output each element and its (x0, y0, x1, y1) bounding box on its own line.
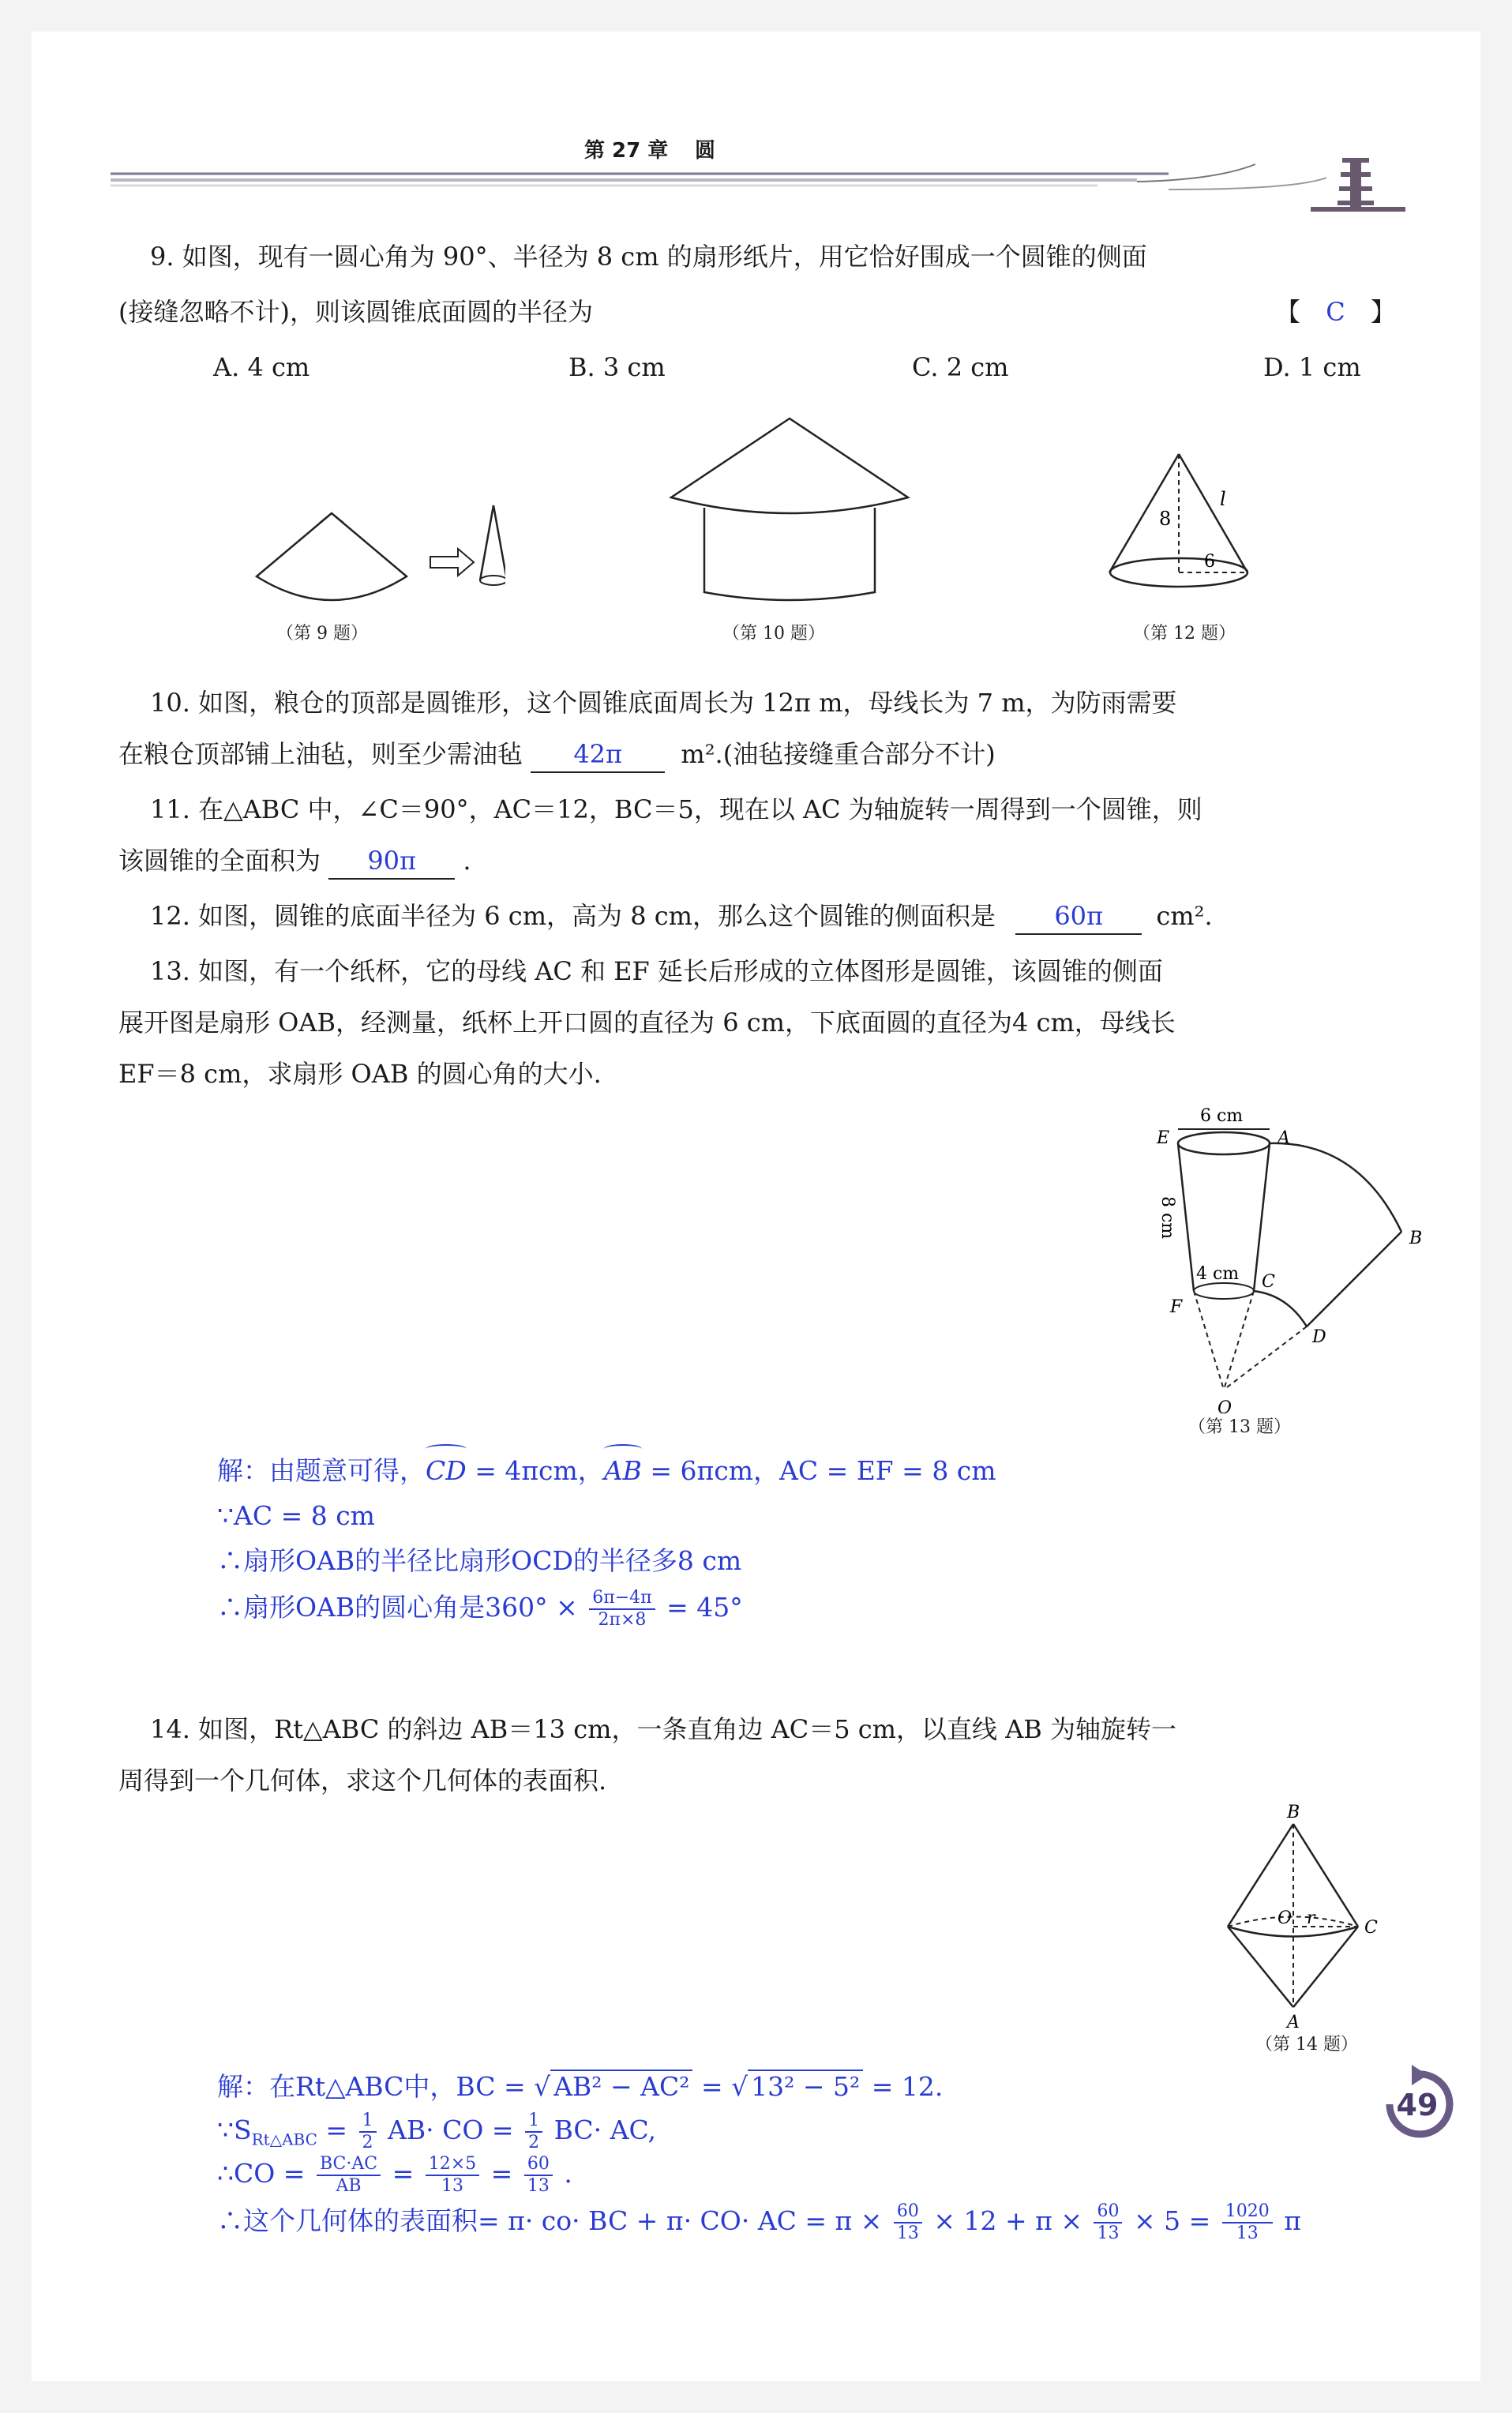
sol14-l4a: ∴这个几何体的表面积= π· co· BC + π· CO· AC = π × (217, 2205, 883, 2236)
header-decoration (111, 158, 1421, 213)
caption-fig13: （第 13 题） (1188, 1417, 1291, 1437)
q10-text: 在粮仓顶部铺上油毡，则至少需油毡 (118, 739, 523, 769)
caption-fig10: （第 10 题） (722, 624, 825, 644)
sol13-line4 (217, 1586, 743, 1631)
sqrt-1: AB² − AC² (550, 2070, 692, 2103)
small-cone (480, 505, 505, 580)
sol14-l2d: BC· AC, (553, 2115, 657, 2145)
q10-unit: m².(油毡接缝重合部分不计) (681, 739, 996, 769)
fig13-D-label: D (1312, 1327, 1326, 1347)
fig14-C-label: C (1364, 1918, 1378, 1938)
sol13-l1b: = 4πcm， (466, 1455, 604, 1486)
fig13-bottom-label: 4 cm (1196, 1264, 1240, 1284)
q10-line2 (118, 726, 996, 782)
figure-9 (221, 490, 505, 632)
sol14-frac2 (525, 2111, 542, 2153)
sol14-frac6 (894, 2201, 922, 2244)
figure-13 (1129, 1098, 1429, 1413)
fig13-A-label: A (1278, 1128, 1290, 1148)
sol14-frac3 (317, 2154, 381, 2197)
q13-line2: 展开图是扇形 OAB，经测量，纸杯上开口圆的直径为 6 cm，下底面圆的直径为4 cm，母线长 (118, 1008, 1176, 1038)
q12-line (150, 888, 1213, 944)
q11-end: . (463, 846, 471, 876)
sol14-l3b: = (392, 2158, 415, 2189)
page-number-badge (1374, 2061, 1461, 2148)
q9-option-c: C. 2 cm (912, 352, 1009, 382)
sol14-frac1 (359, 2111, 377, 2153)
frac-den: AB (336, 2176, 362, 2196)
q9-option-a: A. 4 cm (213, 352, 310, 382)
fig12-h-label: 8 (1159, 508, 1172, 530)
sol14-l4d: π (1284, 2205, 1301, 2236)
header-title: 圆 (695, 139, 716, 163)
sol14-frac4 (426, 2154, 479, 2197)
fig13-C-label: C (1262, 1272, 1275, 1292)
sol14-frac7 (1094, 2201, 1122, 2244)
sol13-l4a: ∴扇形OAB的圆心角是360° × (217, 1592, 578, 1623)
granary-body (704, 508, 875, 600)
fig13-O-label: O (1217, 1398, 1232, 1413)
sol14-l4b: × 12 + π × (933, 2205, 1082, 2236)
q9-answer-bracket (1275, 284, 1396, 340)
frac-den: 13 (441, 2176, 463, 2196)
page-number: 49 (1396, 2088, 1439, 2122)
figure-12 (1090, 442, 1279, 600)
sol14-line4 (217, 2199, 1301, 2244)
q9-line2: (接缝忽略不计)，则该圆锥底面圆的半径为 (118, 297, 593, 327)
sol14-l2sub: Rt△ABC (251, 2130, 317, 2149)
sol14-l1a: 解：在Rt△ABC中，BC = √ (217, 2071, 551, 2102)
fig13-B-label: B (1409, 1229, 1423, 1248)
page-header (32, 126, 1480, 213)
sol14-l3d: . (564, 2158, 572, 2189)
q11-answer: 90π (328, 843, 455, 880)
sol13-l4b: = 45° (666, 1592, 743, 1623)
fig14-O-label: O (1278, 1908, 1293, 1928)
sol13-l1c: = 6πcm，AC = EF = 8 cm (641, 1455, 996, 1486)
q9-answer: C (1326, 297, 1345, 327)
sqrt-2: 13² − 5² (748, 2070, 863, 2103)
sol14-l4c: × 5 = (1133, 2205, 1211, 2236)
q11-line1: 11. 在△ABC 中，∠C＝90°，AC＝12，BC＝5，现在以 AC 为轴旋转一周得到一个圆锥，则 (150, 794, 1202, 824)
caption-fig9: （第 9 题） (276, 624, 368, 644)
frac-num: 60 (1094, 2201, 1122, 2223)
frac-den: 13 (896, 2223, 919, 2243)
sol14-l2b: = (317, 2115, 348, 2145)
workbook-page (32, 32, 1480, 2381)
sol14-l2a: ∵S (217, 2115, 252, 2145)
sol14-line3 (217, 2152, 572, 2197)
q12-text: 12. 如图，圆锥的底面半径为 6 cm，高为 8 cm，那么这个圆锥的侧面积是 (150, 901, 996, 931)
sol13-line1 (217, 1449, 996, 1493)
frac-num: 1020 (1222, 2201, 1273, 2223)
q11-text: 该圆锥的全面积为 (118, 846, 321, 876)
q13-line1: 13. 如图，有一个纸杯，它的母线 AC 和 EF 延长后形成的立体图形是圆锥，该圆锥的侧面 (150, 956, 1163, 986)
q14-line1: 14. 如图，Rt△ABC 的斜边 AB＝13 cm，一条直角边 AC＝5 cm，以直线 AB 为轴旋转一 (150, 1714, 1176, 1744)
q11-line2 (118, 833, 471, 888)
q14-line2: 周得到一个几何体，求这个几何体的表面积. (118, 1766, 607, 1796)
frac-num: 60 (894, 2201, 922, 2223)
arrow-icon (430, 549, 474, 576)
caption-fig14: （第 14 题） (1255, 2035, 1358, 2055)
arc-cd: CD (426, 1449, 467, 1493)
q12-unit: cm². (1156, 901, 1213, 931)
frac-den: 13 (1097, 2223, 1120, 2243)
figure-10 (663, 411, 916, 608)
fig13-E-label: E (1157, 1128, 1170, 1148)
sol14-line1 (217, 2065, 943, 2109)
fig13-F-label: F (1170, 1297, 1183, 1317)
sol14-l1c: = 12. (863, 2071, 944, 2102)
frac-den: 2 (362, 2133, 373, 2152)
sol13-line2: ∵AC = 8 cm (217, 1500, 375, 1531)
frac-den: 13 (527, 2176, 550, 2196)
fig13-side-label: 8 cm (1157, 1196, 1177, 1240)
fig13-top-label: 6 cm (1200, 1106, 1244, 1126)
q10-line1: 10. 如图，粮仓的顶部是圆锥形，这个圆锥底面周长为 12π m，母线长为 7 m，为防雨需要 (150, 688, 1177, 718)
sol14-l2c: AB· CO = (388, 2115, 514, 2145)
q9-option-b: B. 3 cm (568, 352, 666, 382)
frac-num: 1 (359, 2111, 377, 2133)
sol14-l1b: = √ (692, 2071, 748, 2102)
frac-num: 60 (524, 2154, 553, 2176)
fig12-l-label: l (1220, 488, 1226, 510)
header-chapter: 第 27 章 (584, 139, 669, 163)
sol14-l3a: ∴CO = (217, 2158, 306, 2189)
frac-den: 13 (1236, 2223, 1259, 2243)
q9-option-d: D. 1 cm (1263, 352, 1361, 382)
frac-num: 12×5 (426, 2154, 479, 2176)
caption-fig12: （第 12 题） (1133, 624, 1236, 644)
bracket-right: 】 (1370, 297, 1396, 327)
frac-num: 1 (525, 2111, 542, 2133)
fig14-A-label: A (1287, 2013, 1300, 2029)
q12-answer: 60π (1015, 899, 1142, 935)
q10-answer: 42π (531, 737, 665, 773)
granary-roof (671, 418, 908, 513)
q13-line3: EF＝8 cm，求扇形 OAB 的圆心角的大小. (118, 1059, 602, 1089)
fig12-r-label: 6 (1204, 552, 1215, 572)
q9-line1: 9. 如图，现有一圆心角为 90°、半径为 8 cm 的扇形纸片，用它恰好围成一个圆锥的侧面 (150, 242, 1147, 272)
sol14-frac8 (1222, 2201, 1273, 2244)
frac-den: 2 (528, 2133, 540, 2152)
sector-shape (257, 513, 407, 600)
arc-ab: AB (604, 1449, 642, 1493)
bracket-left: 【 (1275, 297, 1301, 327)
fig14-B-label: B (1287, 1803, 1300, 1822)
sol13-l1a: 解：由题意可得， (217, 1455, 426, 1486)
sol13-line3: ∴扇形OAB的半径比扇形OCD的半径多8 cm (217, 1545, 742, 1576)
sol14-frac5 (524, 2154, 553, 2197)
frac-num: 6π−4π (589, 1588, 655, 1610)
frac-den: 2π×8 (598, 1610, 647, 1630)
fig14-r-label: r (1307, 1908, 1315, 1928)
sol13-fraction (589, 1588, 655, 1631)
pagoda-icon (1311, 158, 1405, 212)
figure-14 (1200, 1800, 1405, 2029)
sol14-l3c: = (490, 2158, 513, 2189)
frac-num: BC·AC (317, 2154, 381, 2176)
